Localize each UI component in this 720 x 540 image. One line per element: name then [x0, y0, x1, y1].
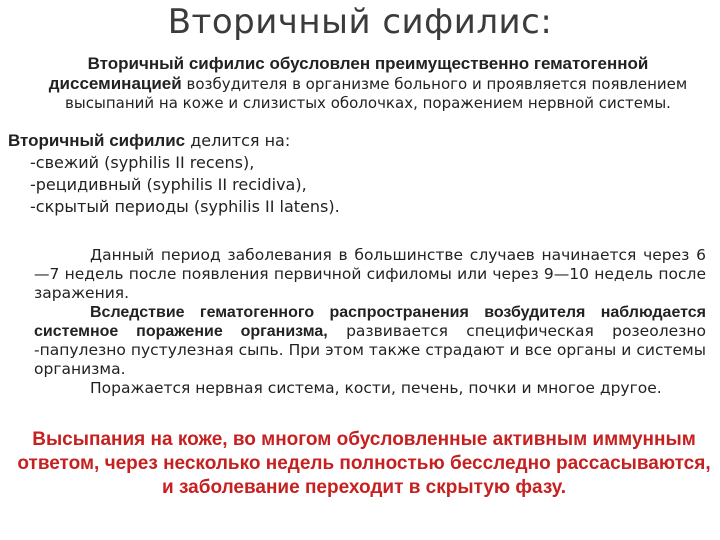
- period-classification: [8, 130, 708, 218]
- list-item: -скрытый периоды (syphilis II latens).: [30, 197, 340, 216]
- systemic-paragraph: [34, 303, 706, 379]
- page-title: Вторичный сифилис:: [167, 2, 553, 42]
- division-rest-text: делится на:: [190, 131, 291, 150]
- affected-paragraph: Поражается нервная система, кости, печень, почки и многое другое.: [90, 379, 662, 397]
- intro-rest-text: возбудителя в организме больного и проявляется появлением высыпаний на коже и слизистых оболочках, поражением нервной системы.: [65, 75, 688, 112]
- intro-paragraph: [28, 54, 708, 113]
- description-block: [34, 246, 706, 398]
- systemic-bold-text: Вследствие гематогенного распространения возбудителя наблюдается системное поражение организма,: [34, 304, 706, 340]
- list-item: -свежий (syphilis II recens),: [30, 153, 255, 172]
- list-item: -рецидивный (syphilis II recidiva),: [30, 175, 307, 194]
- systemic-rest-text: развивается специфическая розеолезно -папулезно пустулезная сыпь. При этом также страдают и все органы и системы организма.: [34, 322, 706, 378]
- conclusion-text: Высыпания на коже, во многом обусловленные активным иммунным ответом, через несколько недель полностью бесследно рассасываются, и заболевание переходит в скрытую фазу.: [17, 429, 711, 498]
- intro-bold-text: Вторичный сифилис обусловлен преимущественно гематогенной диссеминацией: [48, 54, 649, 93]
- division-heading: [8, 130, 708, 152]
- onset-paragraph: Данный период заболевания в большинстве случаев начинается через 6—7 недель после появления первичной сифиломы или через 9—10 недель после заражения.: [34, 246, 706, 302]
- division-bold-text: Вторичный сифилис: [8, 131, 186, 150]
